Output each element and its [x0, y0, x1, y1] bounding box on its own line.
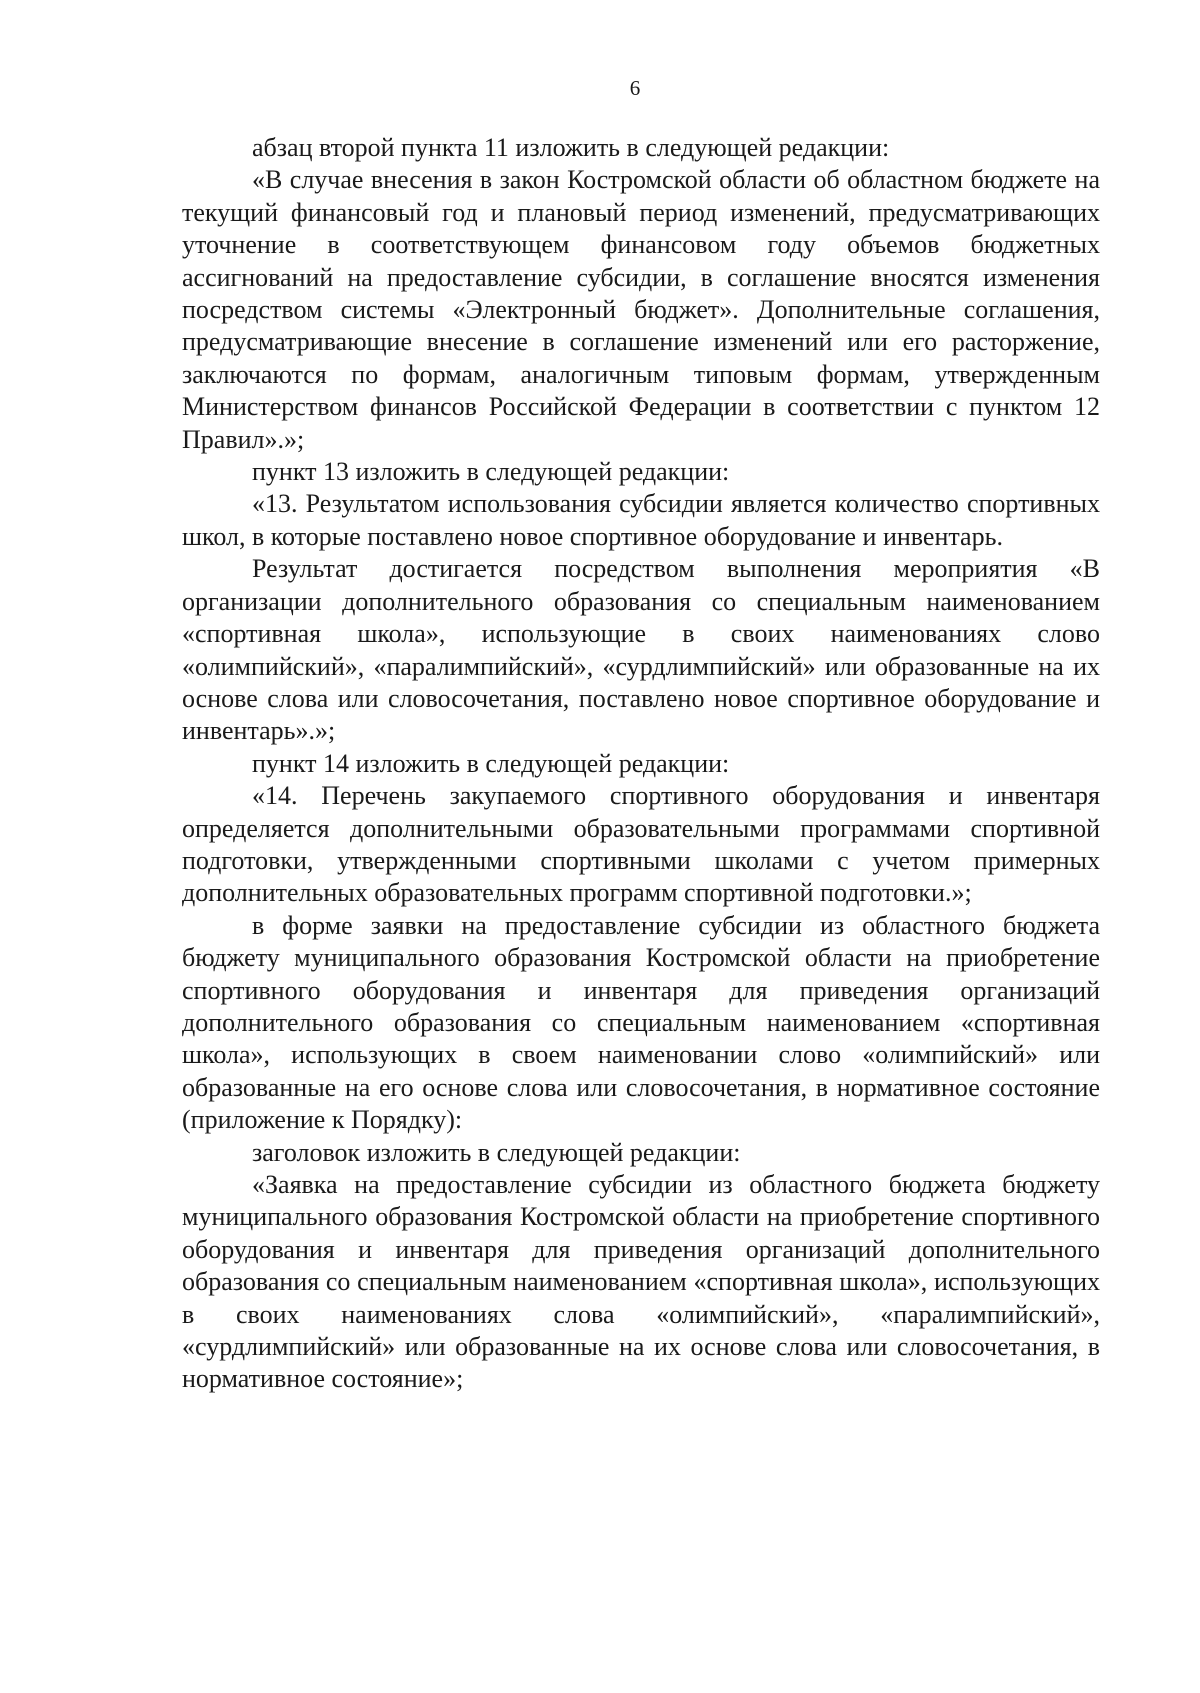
- paragraph: пункт 14 изложить в следующей редакции:: [252, 748, 730, 778]
- document-body: [182, 132, 1100, 1396]
- paragraph: Результат достигается посредством выполнения мероприятия «В организации дополнительного образования со специальным наименованием «спортивная школа», использующие в своих наименованиях слово «олимпийский», «паралимпийский», «сурдлимпийский» или образованные на их основе слова или словосочетания, поставлено новое спортивное оборудование и инвентарь».»;: [182, 554, 1100, 746]
- paragraph: абзац второй пункта 11 изложить в следующей редакции:: [252, 133, 890, 162]
- paragraph: «Заявка на предоставление субсидии из областного бюджета бюджету муниципального образования Костромской области на приобретение спортивного оборудования и инвентаря для приведения организаций дополнительного образования со специальным наименованием «спортивная школа», использующих в своих наименованиях слова «олимпийский», «паралимпийский», «сурдлимпийский» или образованные на их основе слова или словосочетания, в нормативное состояние»;: [182, 1170, 1100, 1394]
- paragraph: «14. Перечень закупаемого спортивного оборудования и инвентаря определяется дополнительными образовательными программами спортивной подготовки, утвержденными спортивными школами с учетом примерных дополнительных образовательных программ спортивной подготовки.»;: [182, 781, 1100, 908]
- paragraph: «В случае внесения в закон Костромской области об областном бюджете на текущий финансовый год и плановый период изменений, предусматривающих уточнение в соответствующем финансовом году объемов бюджетных ассигнований на предоставление субсидии, в соглашение вносятся изменения посредством системы «Электронный бюджет». Дополнительные соглашения, предусматривающие внесение в соглашение изменений или его расторжение, заключаются по формам, аналогичным типовым формам, утвержденным Министерством финансов Российской Федерации в соответствии с пунктом 12 Правил».»;: [182, 165, 1100, 454]
- paragraph: «13. Результатом использования субсидии является количество спортивных школ, в которые поставлено новое спортивное оборудование и инвентарь.: [182, 489, 1100, 551]
- paragraph: в форме заявки на предоставление субсидии из областного бюджета бюджету муниципального образования Костромской области на приобретение спортивного оборудования и инвентаря для приведения организаций дополнительного образования со специальным наименованием «спортивная школа», использующих в своем наименовании слово «олимпийский» или образованные на его основе слова или словосочетания, в нормативное состояние (приложение к Порядку):: [182, 910, 1100, 1135]
- paragraph: пункт 13 изложить в следующей редакции:: [252, 457, 730, 487]
- paragraph: заголовок изложить в следующей редакции:: [252, 1137, 741, 1167]
- page-number: 6: [629, 76, 641, 100]
